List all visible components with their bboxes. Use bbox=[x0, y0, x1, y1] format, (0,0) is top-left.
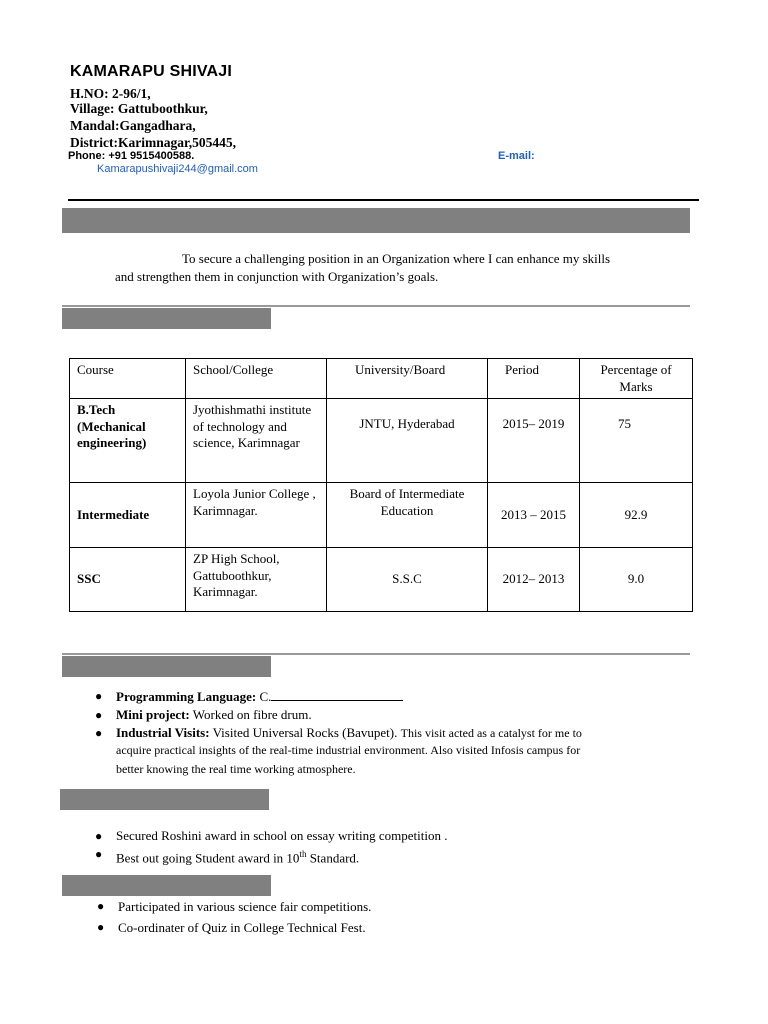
skills-list bbox=[90, 687, 690, 743]
bullet-icon: ● bbox=[95, 708, 103, 722]
list-item bbox=[90, 687, 690, 706]
superscript: th bbox=[299, 849, 307, 859]
objective-text-line: To secure a challenging position in an Organization where I can enhance my skills bbox=[182, 251, 611, 266]
email-link[interactable]: Kamarapushivaji244@gmail.com bbox=[97, 163, 258, 175]
bullet-icon: ● bbox=[95, 689, 103, 703]
bullet-icon: ● bbox=[95, 726, 103, 740]
achievement-text: Standard. bbox=[306, 850, 360, 866]
cell-board: S.S.C bbox=[327, 548, 488, 612]
cell-board: Board of Intermediate Education bbox=[327, 483, 488, 548]
header-board: University/Board bbox=[327, 359, 488, 399]
cell-board: JNTU, Hyderabad bbox=[327, 399, 488, 483]
email-label: E-mail: bbox=[498, 150, 535, 162]
visits-label: Industrial Visits: bbox=[116, 725, 210, 740]
table-header-row bbox=[70, 359, 693, 399]
bullet-icon: ● bbox=[95, 847, 103, 861]
section-divider bbox=[62, 653, 690, 655]
cell-school: Loyola Junior College , Karimnagar. bbox=[186, 483, 327, 548]
table-row bbox=[70, 399, 693, 483]
cell-school: ZP High School, Gattuboothkur, Karimnagar. bbox=[186, 548, 327, 612]
address-line: Village: Gattuboothkur, bbox=[70, 101, 208, 116]
cell-school: Jyothishmathi institute of technology and science, Karimnagar bbox=[186, 399, 327, 483]
visits-continuation: better knowing the real time working atmosphere. bbox=[116, 762, 356, 776]
table-row bbox=[70, 483, 693, 548]
cell-period: 2015– 2019 bbox=[488, 399, 580, 483]
bullet-icon: ● bbox=[97, 920, 105, 934]
project-value: Worked on fibre drum. bbox=[192, 707, 312, 722]
bullet-icon: ● bbox=[97, 899, 105, 913]
cell-percentage: 75 bbox=[580, 399, 693, 483]
table-row bbox=[70, 548, 693, 612]
cell-course: Intermediate bbox=[70, 483, 186, 548]
cell-period: 2012– 2013 bbox=[488, 548, 580, 612]
programming-value: C. bbox=[259, 689, 272, 704]
list-item bbox=[92, 896, 692, 917]
programming-label: Programming Language: bbox=[116, 689, 257, 704]
header-period: Period bbox=[488, 359, 580, 399]
visits-continuation: acquire practical insights of the real-time industrial environment. Also visited Infosis campus for bbox=[116, 743, 581, 757]
section-divider bbox=[62, 305, 690, 307]
cell-course: SSC bbox=[70, 548, 186, 612]
header-divider bbox=[68, 199, 699, 201]
achievements-section-bar bbox=[60, 789, 269, 810]
address-line: Mandal:Gangadhara, bbox=[70, 118, 196, 133]
cell-course: B.Tech (Mechanical engineering) bbox=[70, 399, 186, 483]
candidate-name: KAMARAPU SHIVAJI bbox=[70, 63, 233, 80]
header-course: Course bbox=[70, 359, 186, 399]
education-table bbox=[69, 358, 693, 612]
cell-percentage: 9.0 bbox=[580, 548, 693, 612]
education-section-bar bbox=[62, 308, 271, 329]
achievement-text: Secured Roshini award in school on essay writing competition . bbox=[116, 828, 448, 843]
activity-text: Co-ordinater of Quiz in College Technical Fest. bbox=[118, 920, 366, 935]
project-label: Mini project: bbox=[116, 707, 190, 722]
skills-section-bar bbox=[62, 656, 271, 677]
activities-list bbox=[92, 896, 692, 938]
list-item bbox=[90, 845, 690, 867]
address-line: H.NO: 2-96/1, bbox=[70, 86, 151, 101]
cell-period: 2013 – 2015 bbox=[488, 483, 580, 548]
header-school: School/College bbox=[186, 359, 327, 399]
list-item bbox=[92, 917, 692, 938]
address-line: District:Karimnagar,505445, bbox=[70, 135, 236, 150]
activities-section-bar bbox=[62, 875, 271, 896]
cell-percentage: 92.9 bbox=[580, 483, 693, 548]
objective-section-bar bbox=[62, 208, 690, 233]
bullet-icon: ● bbox=[95, 829, 103, 843]
objective-text-line: and strengthen them in conjunction with Organization’s goals. bbox=[115, 269, 439, 284]
underline-blank bbox=[271, 687, 403, 701]
phone: Phone: +91 9515400588. bbox=[68, 150, 195, 162]
header-percentage: Percentage of Marks bbox=[580, 359, 693, 399]
list-item bbox=[90, 706, 690, 724]
achievements-list bbox=[90, 827, 690, 867]
achievement-text: Best out going Student award in 10 bbox=[116, 850, 300, 866]
visits-value: Visited Universal Rocks (Bavupet). bbox=[212, 725, 398, 740]
activity-text: Participated in various science fair competitions. bbox=[118, 899, 372, 914]
visits-continuation: This visit acted as a catalyst for me to bbox=[400, 726, 582, 740]
list-item bbox=[90, 827, 690, 845]
